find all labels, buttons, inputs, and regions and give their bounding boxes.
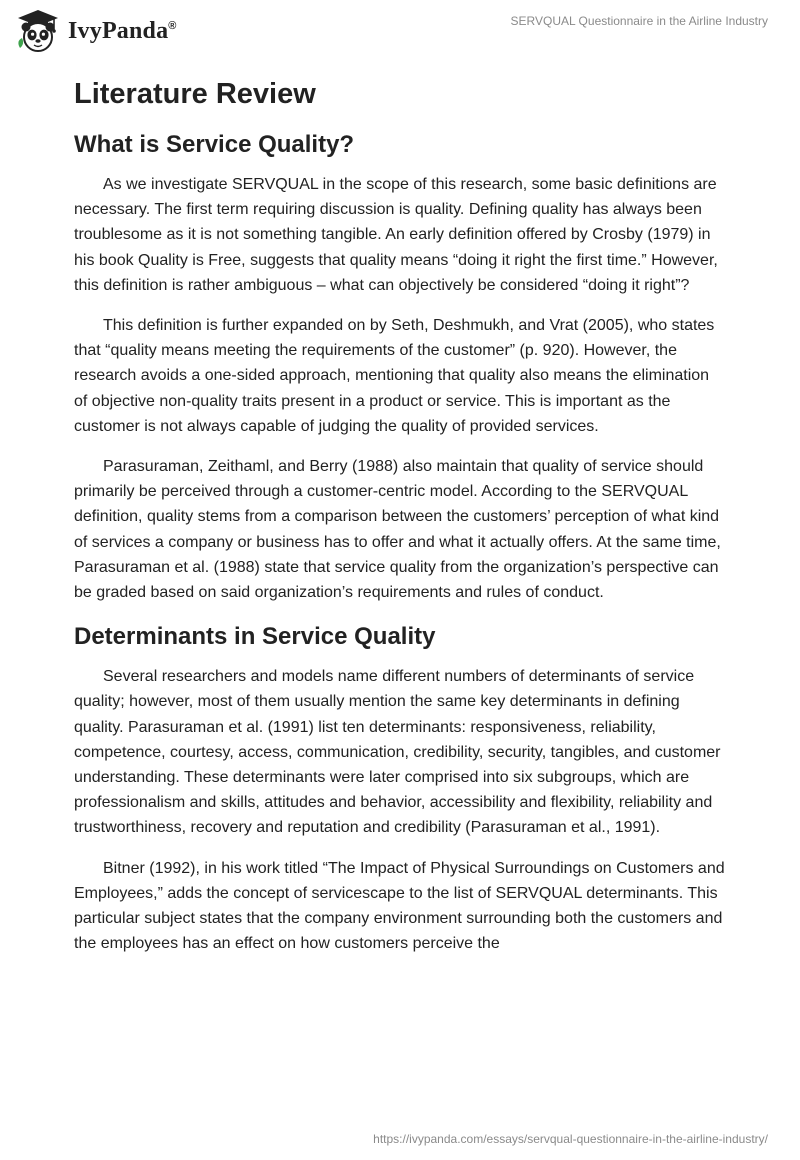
panda-graduate-icon <box>14 8 62 54</box>
ivypanda-logo[interactable] <box>14 8 177 54</box>
paragraph: This definition is further expanded on by Seth, Deshmukh, and Vrat (2005), who states that “quality means meeting the requirements of the customer” (p. 920). However, the research avoids a one-sided approach, mentioning that quality also means the elimination of objective non-quality traits present in a product or service. This is important as the customer is not always capable of judging the quality of provided services. <box>74 317 715 435</box>
article-content <box>74 70 726 971</box>
logo-wordmark: IvyPanda <box>68 17 169 44</box>
page-header <box>0 0 800 64</box>
page-title: Literature Review <box>74 78 316 110</box>
source-url[interactable]: https://ivypanda.com/essays/servqual-questionnaire-in-the-airline-industry/ <box>373 1132 768 1146</box>
document-title: SERVQUAL Questionnaire in the Airline Industry <box>510 14 768 28</box>
registered-mark: ® <box>168 19 177 32</box>
section-heading-service-quality: What is Service Quality? <box>74 131 355 158</box>
paragraph: As we investigate SERVQUAL in the scope of this research, some basic definitions are necessary. The first term requiring discussion is quality. Defining quality has always been troublesome as it is not something tangible. An early definition offered by Crosby (1979) in his book Quality is Free, suggests that quality means “doing it right the first time.” However, this definition is rather ambiguous – what can objectively be considered “doing it right”? <box>74 176 718 294</box>
logo-text <box>68 18 177 45</box>
paragraph: Several researchers and models name different numbers of determinants of service quality; however, most of them usually mention the same key determinants in defining quality. Parasuraman et al. (1991) list ten determinants: responsiveness, reliability, competence, courtesy, access, communication, credibility, security, tangibles, and customer understanding. These determinants were later comprised into six subgroups, which are professionalism and skills, attitudes and behavior, accessibility and flexibility, reliability and trustworthiness, recovery and reputation and credibility (Parasuraman et al., 1991). <box>74 668 721 837</box>
paragraph: Parasuraman, Zeithaml, and Berry (1988) also maintain that quality of service should primarily be perceived through a customer-centric model. According to the SERVQUAL definition, quality stems from a comparison between the customers’ perception of what kind of services a company or business has to offer and what it actually offers. At the same time, Parasuraman et al. (1988) state that service quality from the organization’s perspective can be graded based on said organization’s requirements and rules of conduct. <box>74 458 721 602</box>
section-heading-determinants: Determinants in Service Quality <box>74 623 436 651</box>
paragraph: Bitner (1992), in his work titled “The Impact of Physical Surroundings on Customers and Employees,” adds the concept of servicescape to the list of SERVQUAL determinants. This particular subject states that the company environment surrounding both the customers and the employees has an effect on how customers perceive the <box>74 859 725 953</box>
